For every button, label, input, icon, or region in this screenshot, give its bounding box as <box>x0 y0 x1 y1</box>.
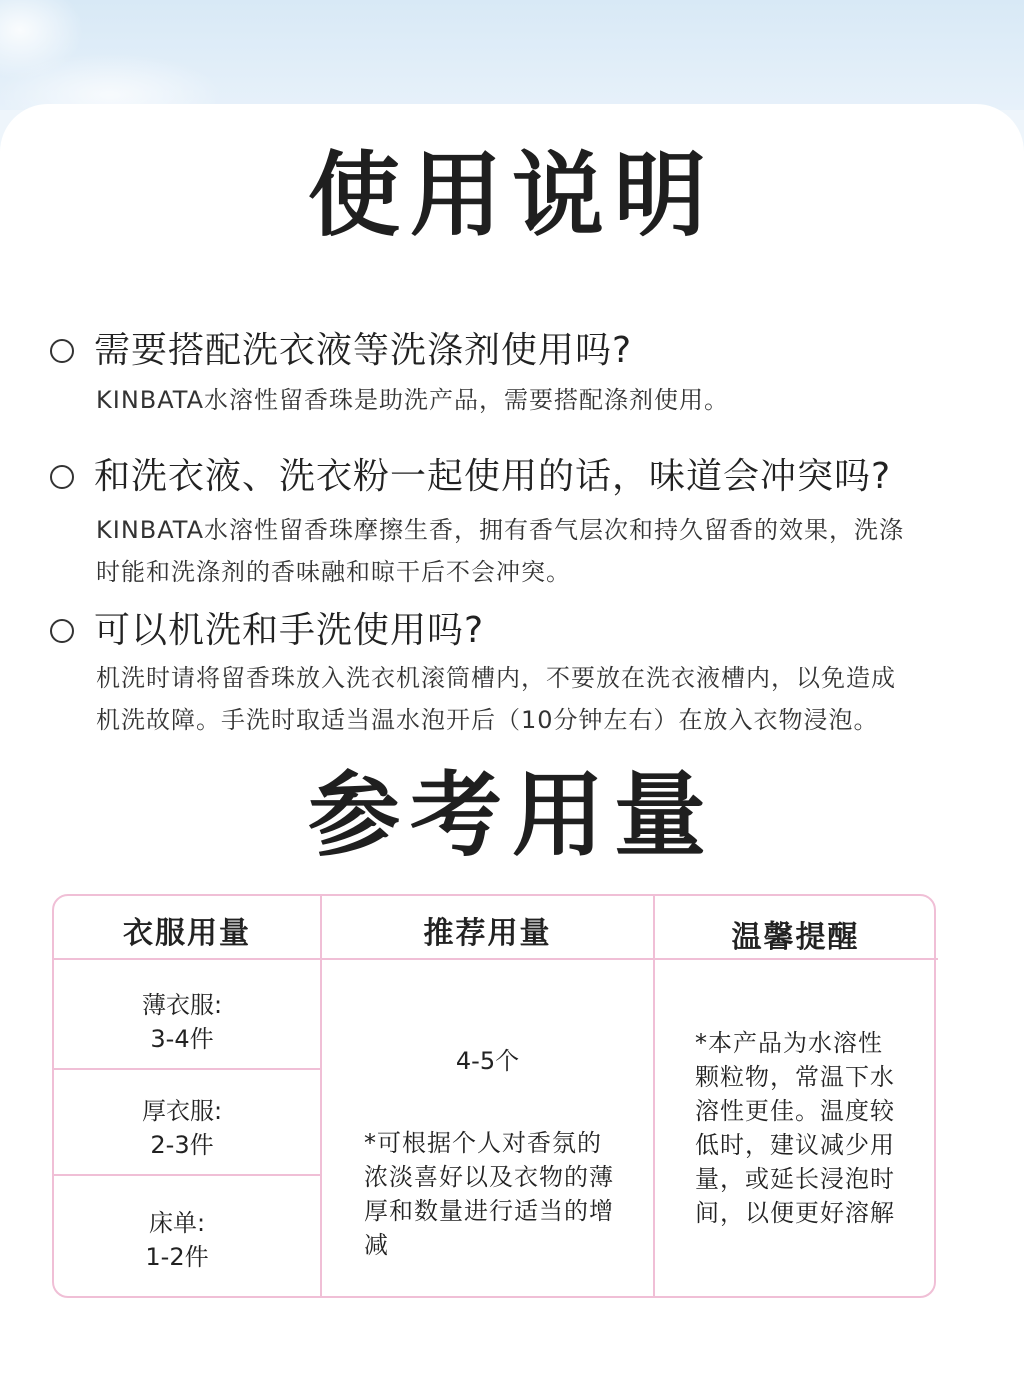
answer-line: 时能和洗涤剂的香味融和晾干后不会冲突。 <box>96 558 571 586</box>
dosage-title: 参考用量 <box>307 762 716 869</box>
recommend-amount: 4-5个 <box>455 1047 520 1075</box>
answer-text <box>96 509 980 593</box>
tip-line: 量，或延长浸泡时 <box>695 1165 895 1193</box>
top-banner-background <box>0 0 1024 110</box>
answer-text <box>96 379 980 421</box>
clothes-type: 床单: <box>148 1209 206 1237</box>
recommend-note <box>364 1126 614 1262</box>
answer-line: KINBATA水溶性留香珠摩擦生香，拥有香气层次和持久留香的效果，洗涤 <box>96 516 905 544</box>
answer-line: 机洗时请将留香珠放入洗衣机滚筒槽内，不要放在洗衣液槽内，以免造成 <box>96 664 896 692</box>
tip-line: 间，以便更好溶解 <box>695 1199 895 1227</box>
circle-bullet-icon <box>50 465 74 489</box>
qa-item-3 <box>50 602 980 741</box>
table-divider <box>320 896 322 1296</box>
question-text: 可以机洗和手洗使用吗? <box>94 610 485 651</box>
dosage-table <box>52 894 936 1298</box>
clothes-row-sheet <box>54 1206 300 1274</box>
clothes-row-thick <box>54 1094 310 1162</box>
question-text: 和洗衣液、洗衣粉一起使用的话，味道会冲突吗? <box>94 456 892 497</box>
note-line: 减 <box>364 1231 389 1259</box>
table-divider <box>54 1174 320 1176</box>
tip-line: 颗粒物，常温下水 <box>695 1063 895 1091</box>
answer-line: 机洗故障。手洗时取适当温水泡开后（10分钟左右）在放入衣物浸泡。 <box>96 706 879 734</box>
clothes-count: 2-3件 <box>150 1131 214 1159</box>
table-header-tips: 温馨提醒 <box>731 920 860 955</box>
note-line: 浓淡喜好以及衣物的薄 <box>364 1163 614 1191</box>
clothes-count: 3-4件 <box>150 1025 214 1053</box>
circle-bullet-icon <box>50 619 74 643</box>
table-divider <box>54 958 938 960</box>
qa-item-2 <box>50 448 980 593</box>
tip-line: *本产品为水溶性 <box>695 1029 883 1057</box>
table-header-recommend: 推荐用量 <box>423 916 552 951</box>
table-divider <box>653 896 655 1296</box>
table-divider <box>54 1068 320 1070</box>
tip-line: 低时，建议减少用 <box>695 1131 895 1159</box>
table-header-clothes: 衣服用量 <box>123 916 251 951</box>
circle-bullet-icon <box>50 339 74 363</box>
tips-note <box>695 1026 895 1230</box>
usage-title: 使用说明 <box>307 142 716 249</box>
clothes-row-thin <box>54 988 310 1056</box>
tip-line: 溶性更佳。温度较 <box>695 1097 895 1125</box>
answer-text <box>96 657 980 741</box>
qa-item-1 <box>50 322 980 421</box>
note-line: *可根据个人对香氛的 <box>364 1129 602 1157</box>
clothes-type: 薄衣服: <box>141 991 223 1019</box>
clothes-count: 1-2件 <box>145 1243 209 1271</box>
question-text: 需要搭配洗衣液等洗涤剂使用吗? <box>94 330 633 371</box>
answer-line: KINBATA水溶性留香珠是助洗产品，需要搭配涤剂使用。 <box>96 386 730 414</box>
clothes-type: 厚衣服: <box>141 1097 223 1125</box>
note-line: 厚和数量进行适当的增 <box>364 1197 614 1225</box>
